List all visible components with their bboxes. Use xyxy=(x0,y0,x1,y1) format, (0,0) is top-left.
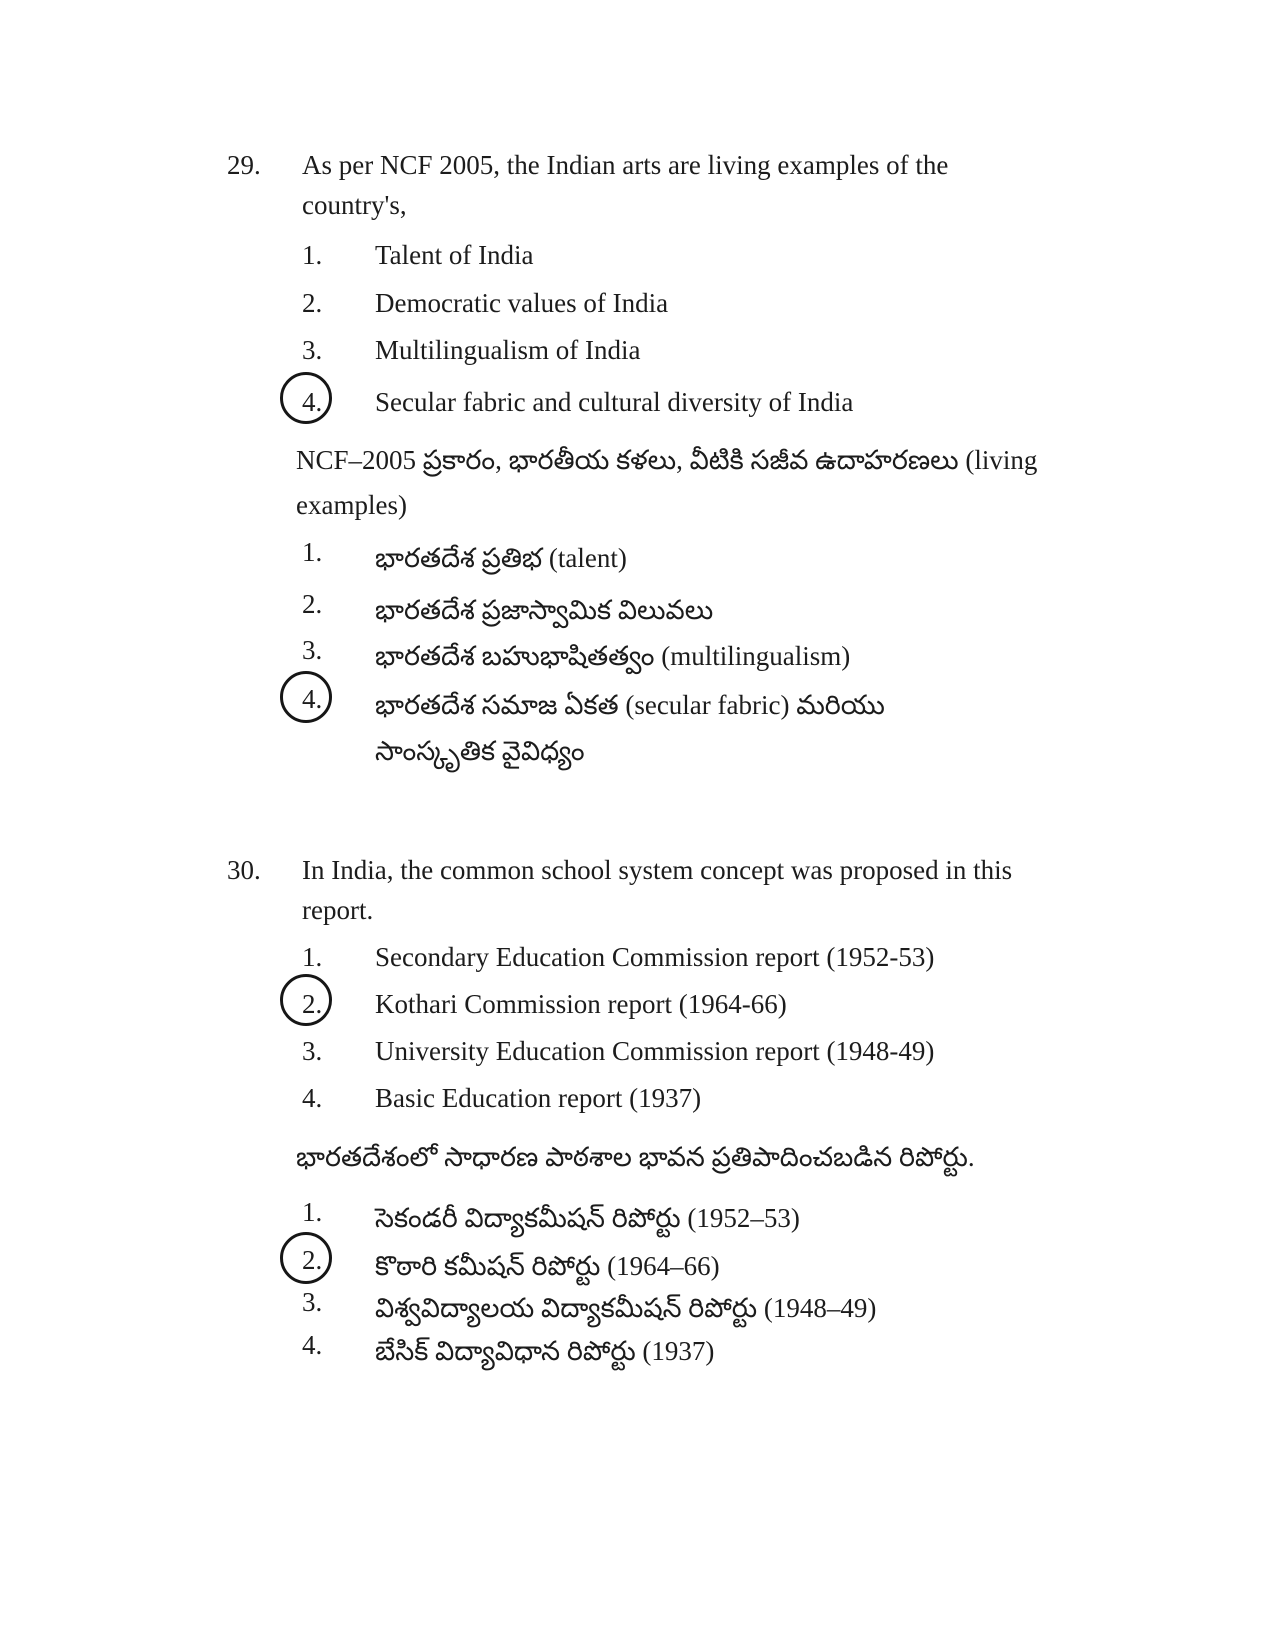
option-label: Basic Education report (1937) xyxy=(375,1083,702,1113)
option-number: 2. xyxy=(302,589,323,619)
option-number: 4. xyxy=(302,684,323,714)
option-label: సెకండరీ విద్యాకమీషన్ రిపోర్టు (1952–53) xyxy=(375,1203,800,1233)
option-label: భారతదేశ ప్రతిభ (talent) xyxy=(375,543,627,573)
question-text-en: In India, the common school system concept was proposed in this report. xyxy=(302,855,1013,925)
option-number: 4. xyxy=(302,387,323,417)
question-text-te: భారతదేశంలో సాధారణ పాఠశాల భావన ప్రతిపాదించబడిన రిపోర్టు. xyxy=(296,1142,975,1172)
option-number: 1. xyxy=(302,240,323,270)
question-number: 29. xyxy=(227,150,261,180)
option-label: Secondary Education Commission report (1952-53) xyxy=(375,942,935,972)
option-number: 3. xyxy=(302,335,323,365)
option-label: Talent of India xyxy=(375,240,534,270)
option-number: 1. xyxy=(302,1197,323,1227)
option-number: 3. xyxy=(302,1287,323,1317)
option-label: బేసిక్ విద్యావిధాన రిపోర్టు (1937) xyxy=(375,1336,715,1366)
question-text-te: NCF–2005 ప్రకారం, భారతీయ కళలు, వీటికి సజీవ ఉదాహరణలు (living examples) xyxy=(296,445,1038,520)
option-label: Democratic values of India xyxy=(375,288,669,318)
option-label: విశ్వవిద్యాలయ విద్యాకమీషన్ రిపోర్టు (1948–49) xyxy=(375,1293,877,1323)
option-label: Secular fabric and cultural diversity of India xyxy=(375,387,854,417)
option-label: Kothari Commission report (1964-66) xyxy=(375,989,787,1019)
option-label: భారతదేశ ప్రజాస్వామిక విలువలు xyxy=(375,595,714,625)
option-number: 2. xyxy=(302,288,323,318)
option-label: Multilingualism of India xyxy=(375,335,641,365)
option-label: భారతదేశ సమాజ ఏకత (secular fabric) మరియు సాంస్కృతిక వైవిధ్యం xyxy=(375,690,885,766)
option-number: 1. xyxy=(302,537,323,567)
option-label: కొఠారి కమీషన్ రిపోర్టు (1964–66) xyxy=(375,1251,720,1281)
option-label: University Education Commission report (1948-49) xyxy=(375,1036,935,1066)
question-text-en: As per NCF 2005, the Indian arts are living examples of the country's, xyxy=(302,150,949,220)
option-number: 2. xyxy=(302,989,323,1019)
option-number: 4. xyxy=(302,1083,323,1113)
option-number: 3. xyxy=(302,1036,323,1066)
option-label: భారతదేశ బహుభాషితత్వం (multilingualism) xyxy=(375,641,851,671)
option-number: 2. xyxy=(302,1245,323,1275)
option-number: 1. xyxy=(302,942,323,972)
option-number: 3. xyxy=(302,635,323,665)
question-number: 30. xyxy=(227,855,261,885)
option-number: 4. xyxy=(302,1330,323,1360)
